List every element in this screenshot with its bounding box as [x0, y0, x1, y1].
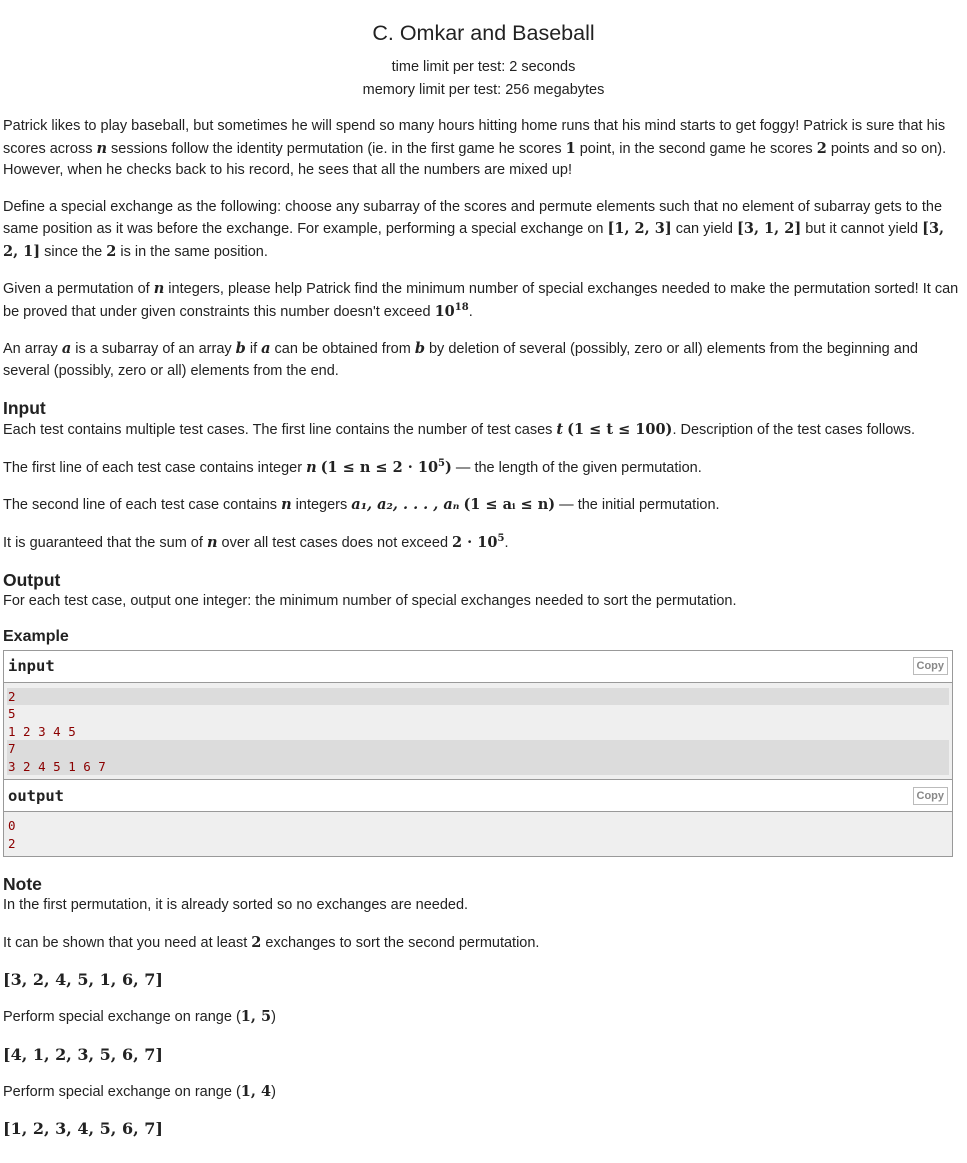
output-header [4, 779, 952, 812]
note-section [3, 873, 964, 1140]
output-line: 0 [8, 818, 16, 833]
permutation-2: [4, 1, 2, 3, 5, 6, 7] [3, 1044, 163, 1064]
input-line: 2 [7, 688, 949, 706]
input-paragraph-1: Each test contains multiple test cases. The first line contains the number of test cases t (1 ≤ t ≤ 100). Description of the test cases follows. [3, 421, 916, 438]
input-specification [3, 397, 964, 554]
input-line: 1 2 3 4 5 [8, 723, 76, 739]
statement-paragraph-1: Patrick likes to play baseball, but sometimes he will spend so many hours hitting home runs that his mind starts to get foggy! Patrick is sure that his scores across n sessions follow the identity permutation (ie. in the first game he scores 1 point, in the second game he scores 2 points and so on). However, when he checks back to his record, he sees that all the numbers are mixed up! [3, 118, 947, 178]
output-body[interactable] [4, 812, 952, 856]
input-paragraph-2: The first line of each test case contains integer n $(1 \le n \le 2 \cdot 10^5)$ — the length of the given permutation. [3, 457, 702, 476]
copy-output-button[interactable]: Copy [913, 787, 949, 805]
input-line: 7 [7, 740, 949, 758]
input-section-title: Input [3, 398, 46, 418]
input-paragraph-3: The second line of each test case contains n integers a₁, a₂, . . . , aₙ (1 ≤ aᵢ ≤ n) — the initial permutation. [3, 496, 720, 513]
note-paragraph-1: In the first permutation, it is already sorted so no exchanges are needed. [3, 897, 469, 913]
copy-input-button[interactable]: Copy [913, 657, 949, 675]
problem-title: C. Omkar and Baseball [372, 21, 595, 45]
problem-header [3, 0, 964, 102]
output-section-title: Output [3, 570, 61, 590]
output-paragraph: For each test case, output one integer: the minimum number of special exchanges needed to sort the permutation. [3, 593, 737, 609]
input-line: 5 [8, 706, 16, 721]
output-line: 2 [8, 835, 16, 851]
statement-paragraph-3: Given a permutation of n integers, please help Patrick find the minimum number of special exchanges needed to make the permutation sorted! It can be proved that under given constraints this number doesn't exceed $10^{18}$. [3, 280, 959, 320]
legend [3, 116, 964, 382]
input-label: input [8, 657, 55, 675]
output-label: output [8, 786, 64, 805]
note-paragraph-2: It can be shown that you need at least 2 exchanges to sort the second permutation. [3, 933, 540, 951]
statement-paragraph-2: Define a special exchange as the following: choose any subarray of the scores and permute elements such that no element of subarray gets to the same position as it was before the exchange. For example, performing a special exchange on [1, 2, 3] can yield [3, 1, 2] but it cannot yield [3, 2, 1] since the 2 is in the same position. [3, 198, 945, 260]
input-line: 3 2 4 5 1 6 7 [7, 758, 949, 776]
output-specification [3, 569, 964, 613]
statement-paragraph-4: An array a is a subarray of an array b if a can be obtained from b by deletion of several (possibly, zero or all) elements from the beginning and several (possibly, zero or all) elements from the end. [3, 340, 918, 379]
permutation-3: [1, 2, 3, 4, 5, 6, 7] [3, 1119, 163, 1138]
input-header [4, 651, 952, 683]
example-title: Example [3, 627, 69, 645]
permutation-1: [3, 2, 4, 5, 1, 6, 7] [3, 970, 163, 989]
step-1: Perform special exchange on range (1, 5) [3, 1008, 276, 1025]
time-limit: time limit per test: 2 seconds [391, 59, 576, 75]
sample-box [3, 650, 953, 858]
input-paragraph-4: It is guaranteed that the sum of n over all test cases does not exceed $2 \cdot 10^5$. [3, 532, 509, 551]
input-body[interactable] [4, 683, 952, 780]
memory-limit: memory limit per test: 256 megabytes [362, 82, 605, 98]
note-title: Note [3, 874, 42, 894]
step-2: Perform special exchange on range (1, 4) [3, 1082, 276, 1100]
sample-tests [3, 628, 964, 858]
